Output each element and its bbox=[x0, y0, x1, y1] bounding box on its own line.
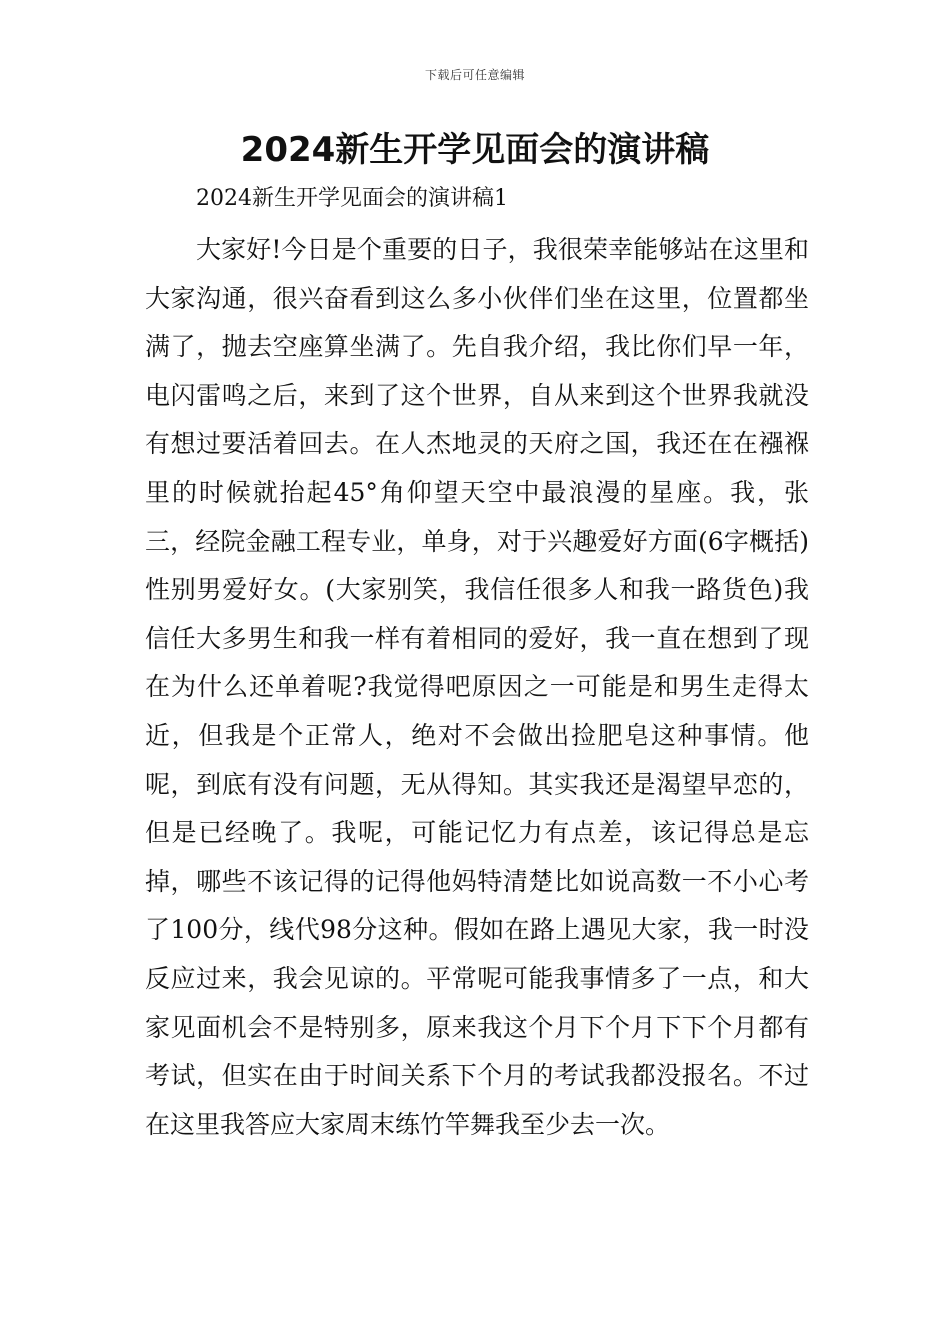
body-paragraph: 大家好!今日是个重要的日子，我很荣幸能够站在这里和大家沟通，很兴奋看到这么多小伙伴们坐在这里，位置都坐满了，抛去空座算坐满了。先自我介绍，我比你们早一年，电闪雷鸣之后，来到了这个世界，自从来到这个世界我就没有想过要活着回去。在人杰地灵的天府之国，我还在在襁褓里的时候就抬起45°角仰望天空中最浪漫的星座。我，张三，经院金融工程专业，单身，对于兴趣爱好方面(6字概括)性别男爱好女。(大家别笑，我信任很多人和我一路货色)我信任大多男生和我一样有着相同的爱好，我一直在想到了现在为什么还单着呢?我觉得吧原因之一可能是和男生走得太近，但我是个正常人，绝对不会做出捡肥皂这种事情。他呢，到底有没有问题，无从得知。其实我还是渴望早恋的，但是已经晚了。我呢，可能记忆力有点差，该记得总是忘掉，哪些不该记得的记得他妈特清楚比如说高数一不小心考了100分，线代98分这种。假如在路上遇见大家，我一时没反应过来，我会见谅的。平常呢可能我事情多了一点，和大家见面机会不是特别多，原来我这个月下个月下下个月都有考试，但实在由于时间关系下个月的考试我都没报名。不过在这里我答应大家周末练竹竿舞我至少去一次。 bbox=[145, 235, 809, 1139]
document-subtitle: 2024新生开学见面会的演讲稿1 bbox=[196, 186, 508, 211]
header-note: 下载后可任意编辑 bbox=[424, 68, 525, 82]
document-title: 2024新生开学见面会的演讲稿 bbox=[240, 130, 710, 170]
